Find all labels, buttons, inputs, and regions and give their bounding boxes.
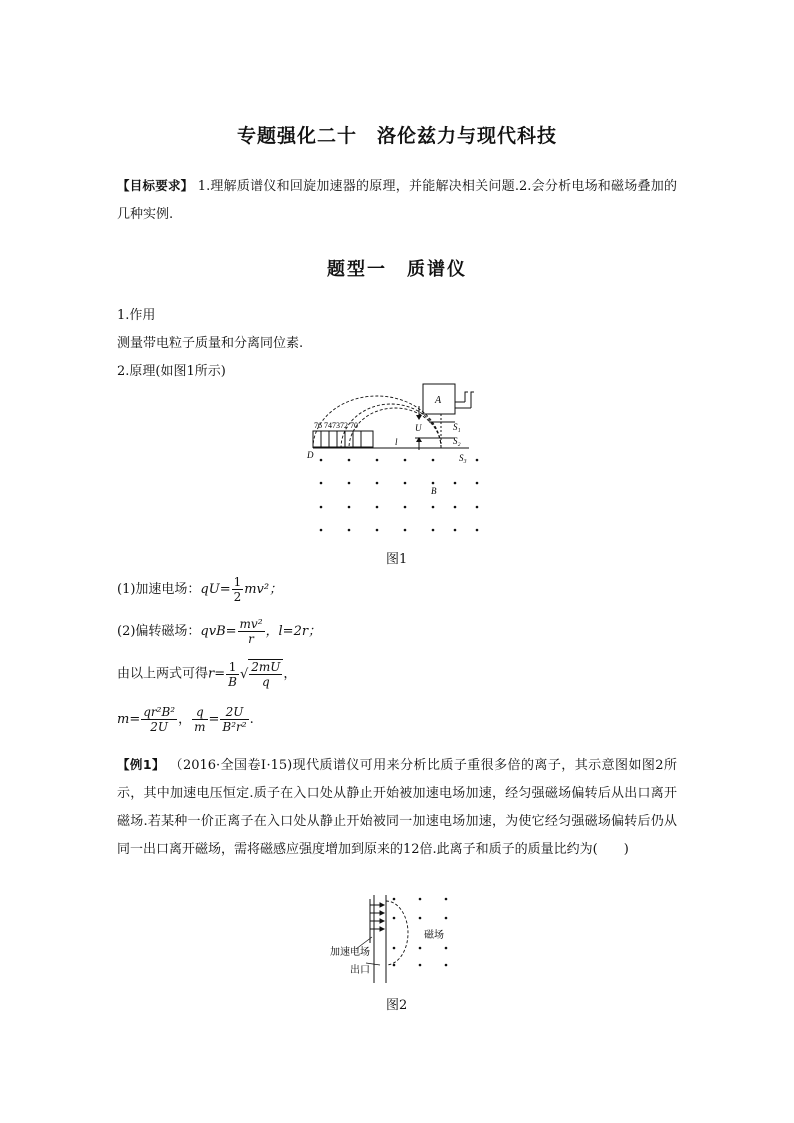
- label-s3: S₃: [459, 453, 467, 463]
- objectives-paragraph: [117, 172, 677, 229]
- figure2-spectrometer: [330, 893, 470, 985]
- objectives-text: 1.理解质谱仪和回旋加速器的原理，并能解决相关问题.2.会分析电场和磁场叠加的几种实例.: [117, 179, 677, 222]
- label-magnetic-field: 磁场: [424, 930, 444, 941]
- figure1-caption: 图1: [386, 552, 408, 567]
- item1-text: 测量带电粒子质量和分离同位素.: [117, 336, 304, 351]
- label-b: B: [431, 486, 437, 496]
- objectives-tag: 【目标要求】: [117, 178, 194, 193]
- label-electric-field: 加速电场: [330, 947, 370, 958]
- formula-2: (2)偏转磁场：qvB= $\frac{\text{mv²}}{r}$ ，l=2r；: [117, 617, 322, 646]
- example1-tag: 【例1】: [117, 757, 165, 772]
- trajectory-2: [386, 901, 408, 965]
- source-pipe: [455, 392, 474, 408]
- figure1-mass-spectrometer: [305, 382, 505, 540]
- formula-1: (1)加速电场：qU= $\frac{1}{2}$ mv²；: [117, 575, 283, 604]
- scale-labels: 76 747372 70: [314, 421, 358, 430]
- item2-heading: 2.原理(如图1所示): [117, 364, 226, 379]
- item1-heading: 1.作用: [117, 308, 156, 323]
- label-s1: S₁: [453, 422, 461, 432]
- u-arrowhead-top: [416, 415, 422, 420]
- electric-field-arrows: [370, 903, 384, 931]
- label-exit: 出口: [350, 965, 370, 976]
- label-s2: S₂: [453, 436, 461, 446]
- label-l: l: [395, 437, 398, 447]
- example1-text: （2016·全国卷Ⅰ·15)现代质谱仪可用来分析比质子重很多倍的离子，其示意图如图2所示，其中加速电压恒定.质子在入口处从静止开始被加速电场加速，经匀强磁场偏转后从出口离开磁场.若某种一价正离子在入口处从静止开始被同一加速电场加速，为使它经匀强磁场偏转后仍从同一出口离开磁场，需将磁感应强度增加到原来的12倍.此离子和质子的质量比约为( ): [117, 758, 678, 857]
- formula-4: m= $\frac{\text{qr²B²}}{2U}$ ， $\frac{q}{m}$ = $\frac{2U}{\text{B²r²}}$ .: [117, 705, 254, 734]
- page-title: 专题强化二十 洛伦兹力与现代科技: [236, 125, 557, 147]
- label-d: D: [307, 450, 314, 460]
- example1-paragraph: [117, 751, 677, 864]
- magnetic-field-dots: [320, 459, 479, 532]
- scale-ticks: [321, 431, 361, 447]
- formula-3: 由以上两式可得r= $\frac{1}{B}$ √ $\frac{2mU}{q}$ ，: [117, 659, 297, 689]
- scale-plate: [313, 431, 373, 447]
- label-a: A: [435, 395, 442, 406]
- section-title: 题型一 质谱仪: [327, 259, 467, 280]
- figure2-caption: 图2: [386, 998, 408, 1013]
- label-u: U: [415, 423, 422, 433]
